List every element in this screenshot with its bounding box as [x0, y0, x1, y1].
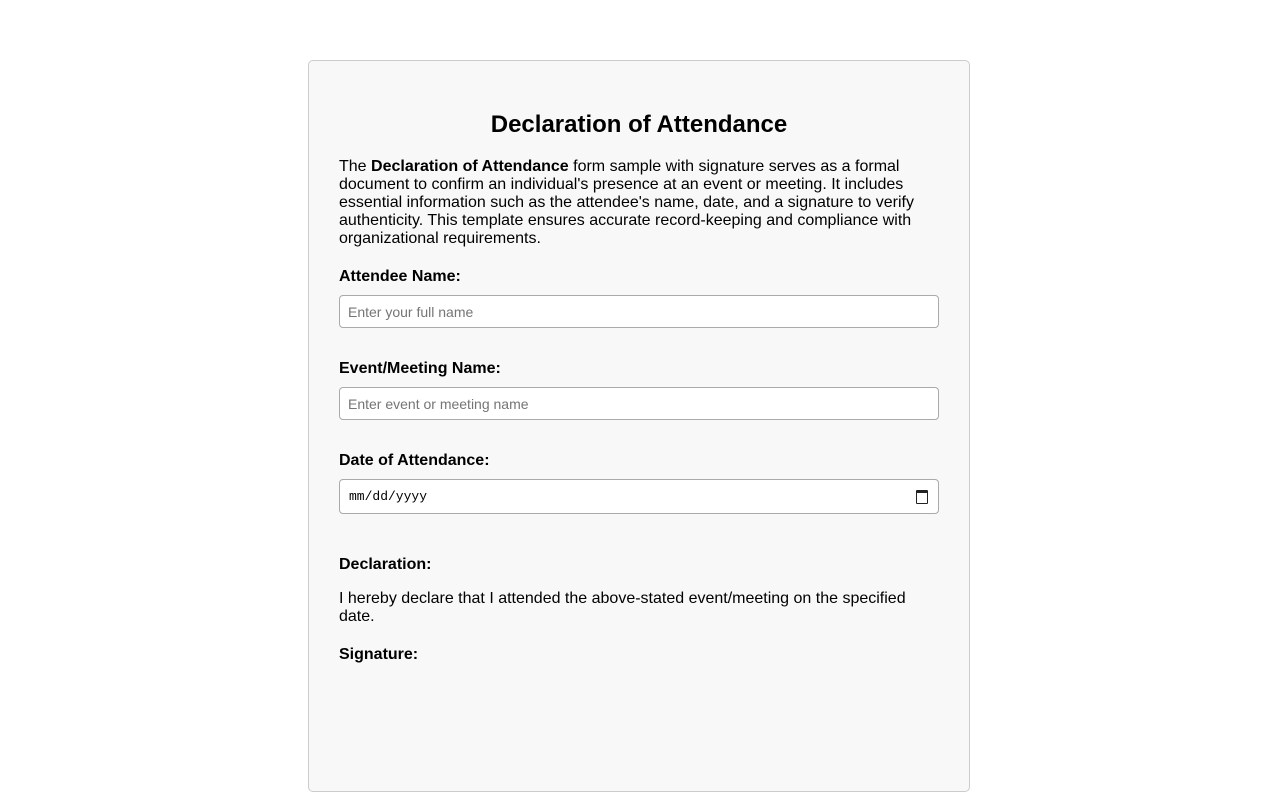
event-name-label: Event/Meeting Name:	[339, 360, 501, 377]
date-input[interactable]	[339, 479, 939, 514]
intro-paragraph	[339, 158, 939, 248]
declaration-heading: Declaration:	[339, 556, 432, 573]
date-placeholder: mm/dd/yyyy	[349, 489, 428, 504]
date-label: Date of Attendance:	[339, 452, 490, 469]
form-title: Declaration of Attendance	[490, 111, 788, 138]
attendee-name-label: Attendee Name:	[339, 268, 461, 285]
signature-label: Signature:	[339, 646, 419, 663]
intro-text: form sample with signature serves as a formal document to confirm an individual's presence at an event or meeting. It includes essential information such as the attendee's name, date, and a signature to verify authenticity. This template ensures accurate record-keeping and compliance with organizational requirements.	[339, 158, 914, 247]
calendar-icon[interactable]	[916, 490, 928, 504]
event-name-input[interactable]	[339, 387, 939, 420]
intro-bold: Declaration of Attendance	[371, 158, 569, 175]
declaration-text: I hereby declare that I attended the above-stated event/meeting on the specified date.	[339, 590, 906, 625]
attendee-name-input[interactable]	[339, 295, 939, 328]
intro-prefix: The	[339, 158, 372, 175]
attendance-form-card	[308, 60, 970, 792]
